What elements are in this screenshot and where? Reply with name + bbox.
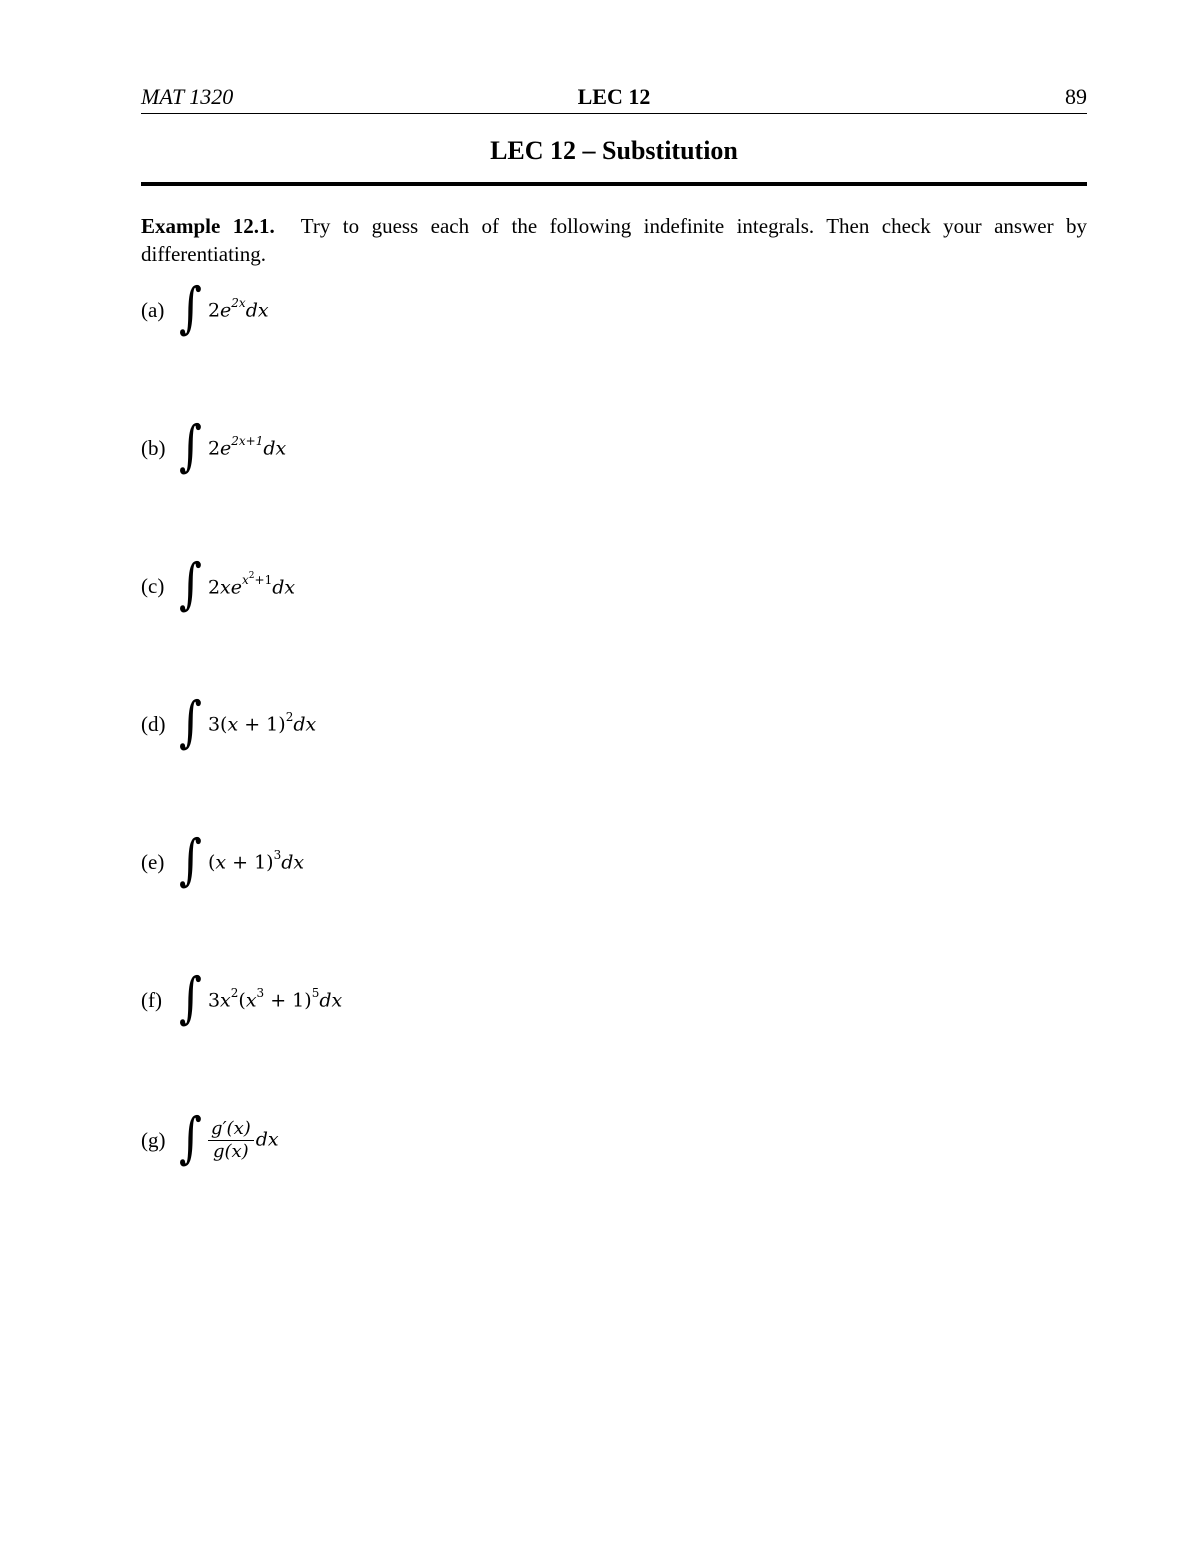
page-title: LEC 12 – Substitution [490,136,738,165]
fraction-numerator: g′(x) [208,1118,254,1141]
item-label: (b) [141,435,166,460]
example-paragraph [141,212,1087,268]
integral-item-d [141,690,317,755]
integrand: $2xe^{x^2+1}dx$ [207,570,296,599]
integrand: $3x^2(x^3 + 1)^5dx$ [207,986,343,1012]
header-page-number: 89 [1065,84,1087,109]
integrand: $(x + 1)^3dx$ [207,848,305,874]
item-label: (e) [141,849,165,874]
integrand: $2e^{2x}dx$ [207,296,269,322]
header-rule [141,113,1087,114]
header-course: MAT 1320 [141,84,234,109]
example-label: Example 12.1. [141,214,275,238]
integral-sign-icon: ∫ [179,1106,202,1171]
item-label: (g) [141,1127,166,1152]
integral-sign-icon: ∫ [179,966,202,1031]
integral-sign-icon: ∫ [179,552,202,617]
integral-item-g [141,1106,279,1171]
integral-sign-icon: ∫ [179,690,202,755]
item-label: (f) [141,987,162,1012]
integral-item-f [141,966,343,1031]
fraction [208,1118,254,1163]
example-text: Try to guess each of the following indefinite integrals. Then check your answer by differentiating. [141,214,1087,266]
integral-sign-icon: ∫ [179,276,202,341]
integral-sign-icon: ∫ [179,414,202,479]
item-label: (d) [141,711,166,736]
integral-sign-icon: ∫ [179,828,202,893]
integral-item-a [141,276,269,341]
integrand: $3(x + 1)^2dx$ [207,710,317,736]
integral-item-e [141,828,305,893]
integral-item-c [141,552,296,617]
title-rule [141,182,1087,186]
integral-item-b [141,414,287,479]
integrand: $2e^{2x+1}dx$ [207,434,287,460]
header-lecture: LEC 12 [577,84,651,109]
item-label: (c) [141,573,165,598]
integrand: $\frac{g'(x)}{g(x)}$ dx [208,1118,279,1163]
fraction-denominator: g(x) [212,1140,249,1162]
item-label: (a) [141,297,165,322]
